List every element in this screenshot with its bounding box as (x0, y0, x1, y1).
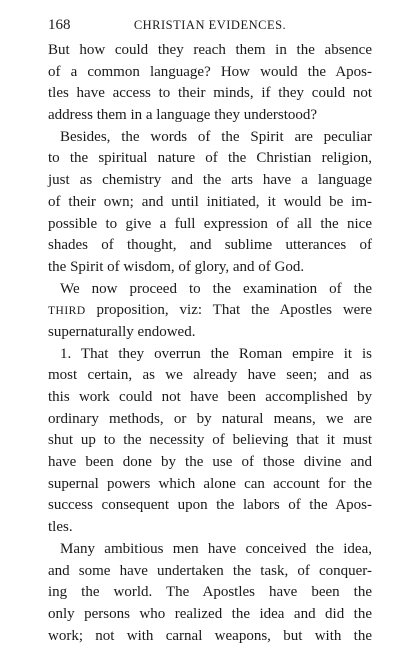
paragraph-1 (48, 40, 372, 127)
paragraph-4 (48, 344, 372, 539)
text-line (48, 300, 372, 322)
text-line: shut up to the necessity of believing that it must (48, 432, 372, 449)
text-line: most certain, as we already have seen; and as (48, 367, 372, 384)
paragraph-2 (48, 127, 372, 279)
text-line: Many ambitious men have conceived the idea, (60, 540, 372, 557)
text-line: only persons who realized the idea and did the (48, 605, 372, 622)
text-line: ordinary methods, or by natural means, we are (48, 410, 372, 427)
text-line: the Spirit of wisdom, of glory, and of God. (48, 258, 305, 275)
paragraph-5 (48, 539, 372, 647)
text-line: tles. (48, 519, 73, 536)
text-line: to the spiritual nature of the Christian religion, (48, 150, 372, 167)
paragraph-3 (48, 279, 372, 344)
text-line: supernaturally endowed. (48, 323, 196, 340)
text-line: just as chemistry and the arts have a language (48, 172, 372, 189)
text-line: ing the world. The Apostles have been the (48, 584, 372, 601)
text-line: work; not with carnal weapons, but with the (48, 627, 372, 644)
text-line: this work could not have been accomplished by (48, 389, 372, 405)
text-line: have been done by the use of those divine and (48, 454, 372, 471)
page-header (48, 14, 372, 36)
text-line: and some have undertaken the task, of conquer- (48, 562, 372, 579)
running-head: CHRISTIAN EVIDENCES. (133, 18, 287, 32)
text-line: We now proceed to the examination of the (60, 280, 372, 297)
text-line-rest: proposition, viz: That the Apostles were (85, 302, 372, 319)
body-text (48, 40, 372, 647)
text-line: But how could they reach them in the absence (48, 42, 372, 58)
text-line: tles have access to their minds, if they could not (48, 85, 372, 102)
text-line: success consequent upon the labors of the Apos- (48, 497, 372, 514)
page-number: 168 (48, 17, 71, 33)
small-caps-word: THIRD (48, 305, 86, 318)
text-line: shades of thought, and sublime utterances of (48, 237, 372, 254)
text-line: of a common language? How would the Apos- (48, 63, 372, 80)
text-line: of their own; and until initiated, it would be im- (48, 193, 372, 210)
text-line: 1. That they overrun the Roman empire it is (60, 345, 372, 362)
text-line: supernal powers which alone can account for the (48, 475, 372, 492)
text-line: Besides, the words of the Spirit are peculiar (60, 128, 372, 145)
text-line: possible to give a full expression of all the nice (48, 215, 372, 232)
text-line: address them in a language they understood? (48, 107, 318, 124)
